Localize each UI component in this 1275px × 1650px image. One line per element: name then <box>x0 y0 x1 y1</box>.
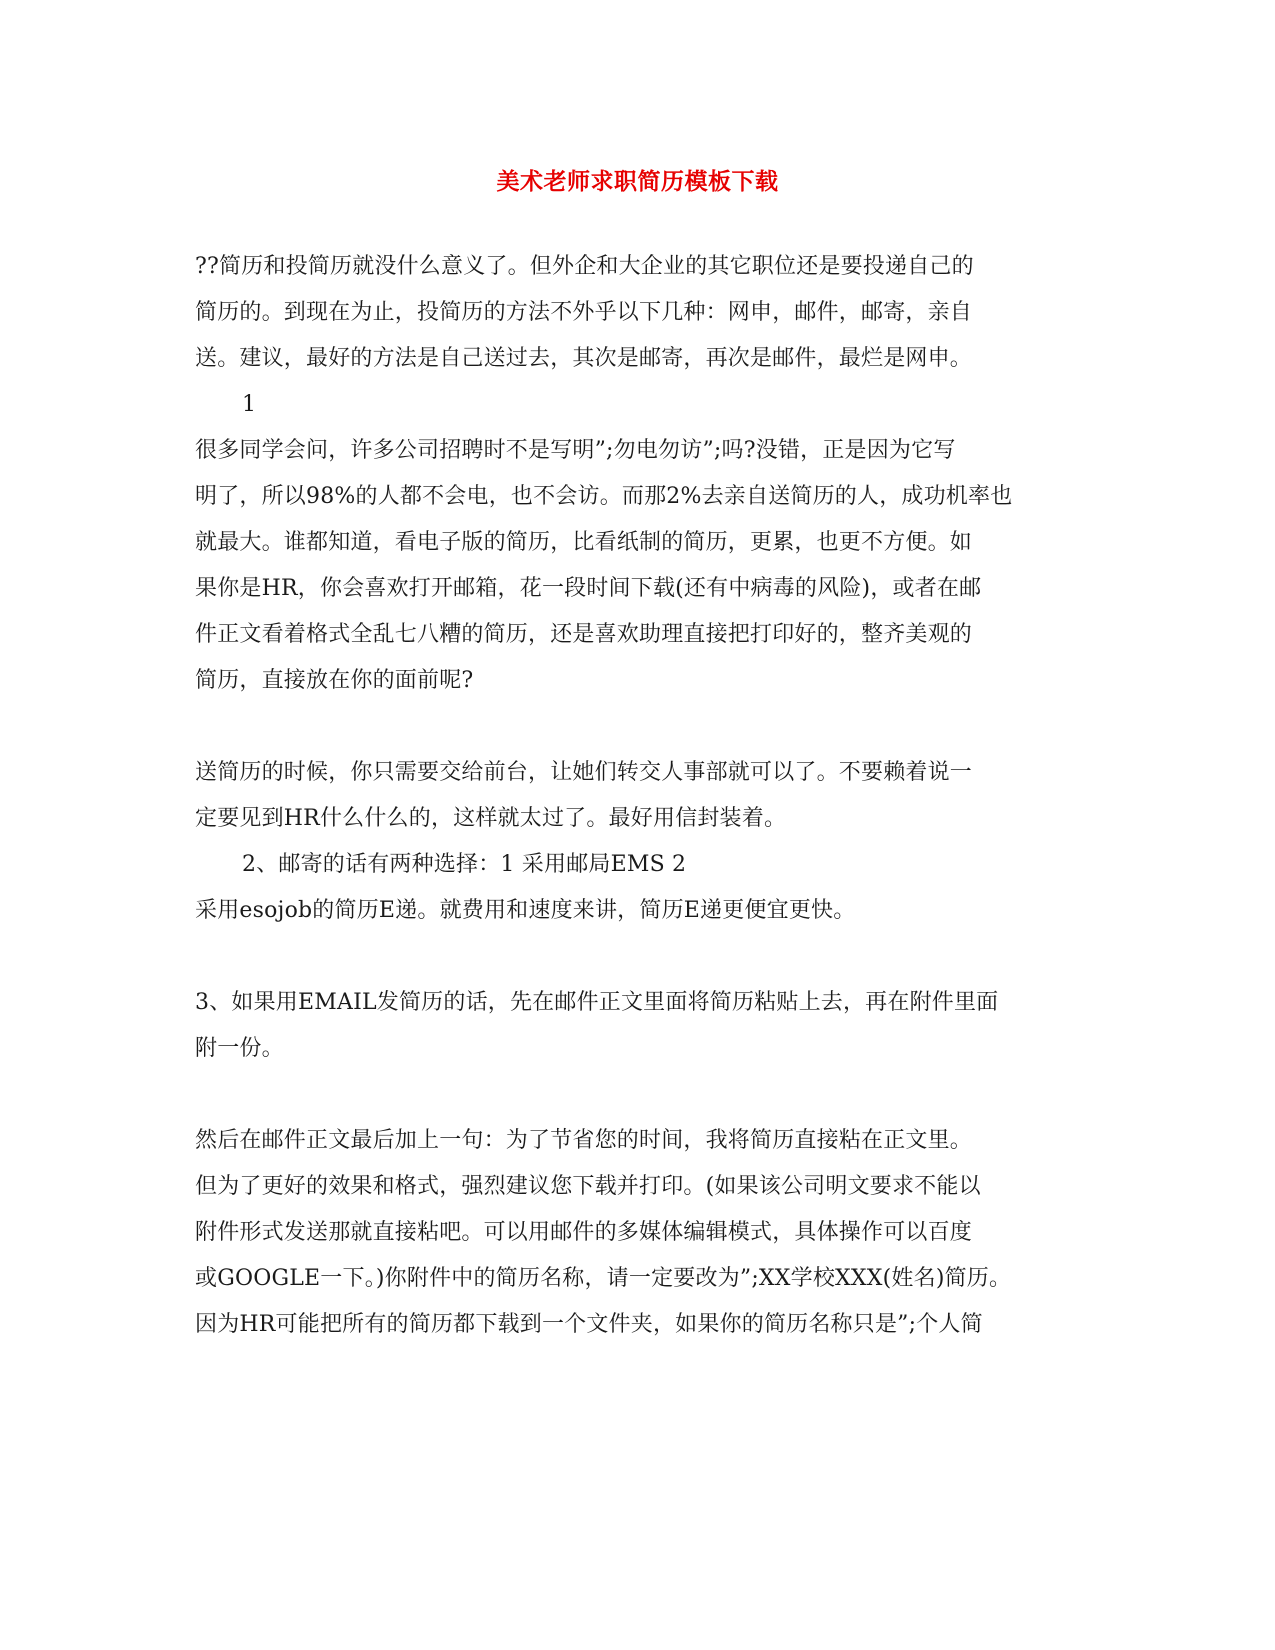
paragraph-line: 但为了更好的效果和格式，强烈建议您下载并打印。(如果该公司明文要求不能以 <box>195 1174 981 1199</box>
paragraph-line: 简历的。到现在为止，投简历的方法不外乎以下几种：网申，邮件，邮寄，亲自 <box>195 300 973 325</box>
paragraph-line: 附一份。 <box>195 1036 284 1061</box>
paragraph-line: 2、邮寄的话有两种选择：1 采用邮局EMS 2 <box>242 852 687 877</box>
paragraph-line: 3、如果用EMAIL发简历的话，先在邮件正文里面将简历粘贴上去，再在附件里面 <box>195 990 999 1015</box>
paragraph-line: 简历，直接放在你的面前呢? <box>195 668 474 693</box>
paragraph-line: 然后在邮件正文最后加上一句：为了节省您的时间，我将简历直接粘在正文里。 <box>195 1128 973 1153</box>
paragraph-line: 送。建议，最好的方法是自己送过去，其次是邮寄，再次是邮件，最烂是网申。 <box>195 346 973 371</box>
paragraph-line: 采用esojob的简历E递。就费用和速度来讲，简历E递更便宜更快。 <box>195 898 856 923</box>
paragraph-line: 送简历的时候，你只需要交给前台，让她们转交人事部就可以了。不要赖着说一 <box>195 760 973 785</box>
paragraph-line: 件正文看着格式全乱七八糟的简历，还是喜欢助理直接把打印好的，整齐美观的 <box>195 622 973 647</box>
paragraph-line: 果你是HR，你会喜欢打开邮箱，花一段时间下载(还有中病毒的风险)，或者在邮 <box>195 576 982 601</box>
paragraph-line: 因为HR可能把所有的简历都下载到一个文件夹，如果你的简历名称只是”;个人简 <box>195 1312 983 1337</box>
document-title: 美术老师求职简历模板下载 <box>496 168 779 195</box>
paragraph-line: 很多同学会问，许多公司招聘时不是写明”;勿电勿访”;吗?没错，正是因为它写 <box>195 438 956 463</box>
paragraph-line: 附件形式发送那就直接粘吧。可以用邮件的多媒体编辑模式，具体操作可以百度 <box>195 1220 973 1245</box>
paragraph-line: 定要见到HR什么什么的，这样就太过了。最好用信封装着。 <box>195 806 787 831</box>
paragraph-line: 就最大。谁都知道，看电子版的简历，比看纸制的简历，更累，也更不方便。如 <box>195 530 973 555</box>
list-number: 1 <box>242 392 257 417</box>
paragraph-line: ??简历和投简历就没什么意义了。但外企和大企业的其它职位还是要投递自己的 <box>195 254 974 279</box>
paragraph-line: 明了，所以98%的人都不会电，也不会访。而那2%去亲自送简历的人，成功机率也 <box>195 484 1013 509</box>
paragraph-line: 或GOOGLE一下。)你附件中的简历名称，请一定要改为”;XX学校XXX(姓名)简历。 <box>195 1266 1012 1291</box>
